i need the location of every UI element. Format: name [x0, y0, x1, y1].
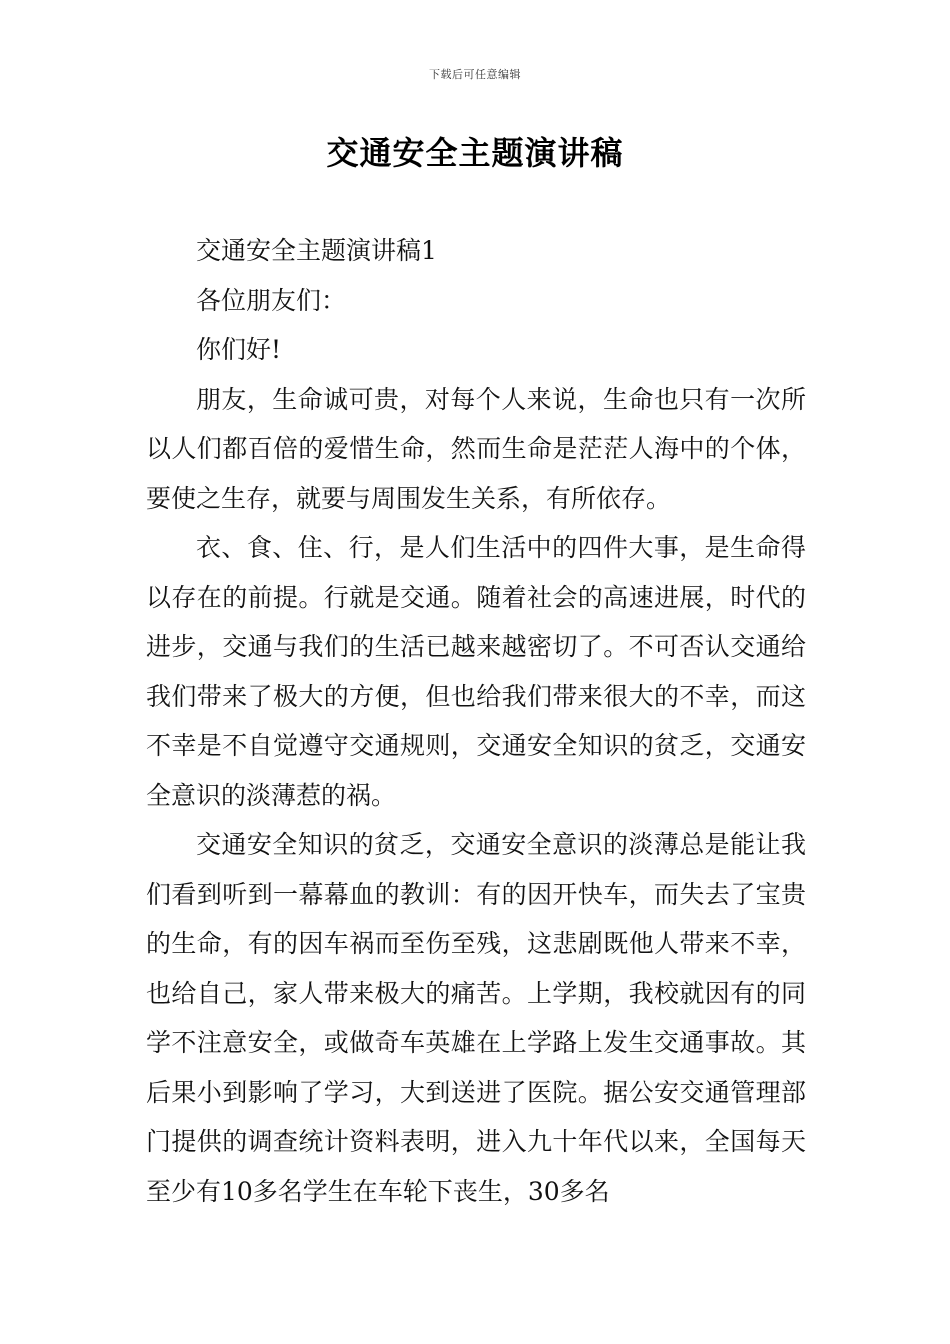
header-note: 下载后可任意编辑 [429, 68, 521, 81]
paragraph-body: 朋友，生命诚可贵，对每个人来说，生命也只有一次所以人们都百倍的爱惜生命，然而生命是茫茫人海中的个体，要使之生存，就要与周围发生关系，有所依存。 [146, 384, 806, 513]
paragraph-salutation: 各位朋友们： [196, 285, 347, 315]
paragraph-heading: 交通安全主题演讲稿1 [196, 236, 437, 265]
paragraph-body: 交通安全知识的贫乏，交通安全意识的淡薄总是能让我们看到听到一幕幕血的教训：有的因开快车，而失去了宝贵的生命，有的因车祸而至伤至残，这悲剧既他人带来不幸，也给自己，家人带来极大的痛苦。上学期，我校就因有的同学不注意安全，或做奇车英雄在上学路上发生交通事故。其后果小到影响了学习，大到送进了医院。据公安交通管理部门提供的调查统计资料表明，进入九十年代以来，全国每天至少有10多名学生在车轮下丧生，30多名 [146, 830, 806, 1206]
document-body [146, 226, 806, 1216]
document-title: 交通安全主题演讲稿 [326, 134, 624, 172]
paragraph-body: 衣、食、住、行，是人们生活中的四件大事，是生命得以存在的前提。行就是交通。随着社会的高速进展，时代的进步，交通与我们的生活已越来越密切了。不可否认交通给我们带来了极大的方便，但也给我们带来很大的不幸，而这不幸是不自觉遵守交通规则，交通安全知识的贫乏，交通安全意识的淡薄惹的祸。 [146, 533, 806, 810]
paragraph-greeting: 你们好! [196, 335, 282, 364]
